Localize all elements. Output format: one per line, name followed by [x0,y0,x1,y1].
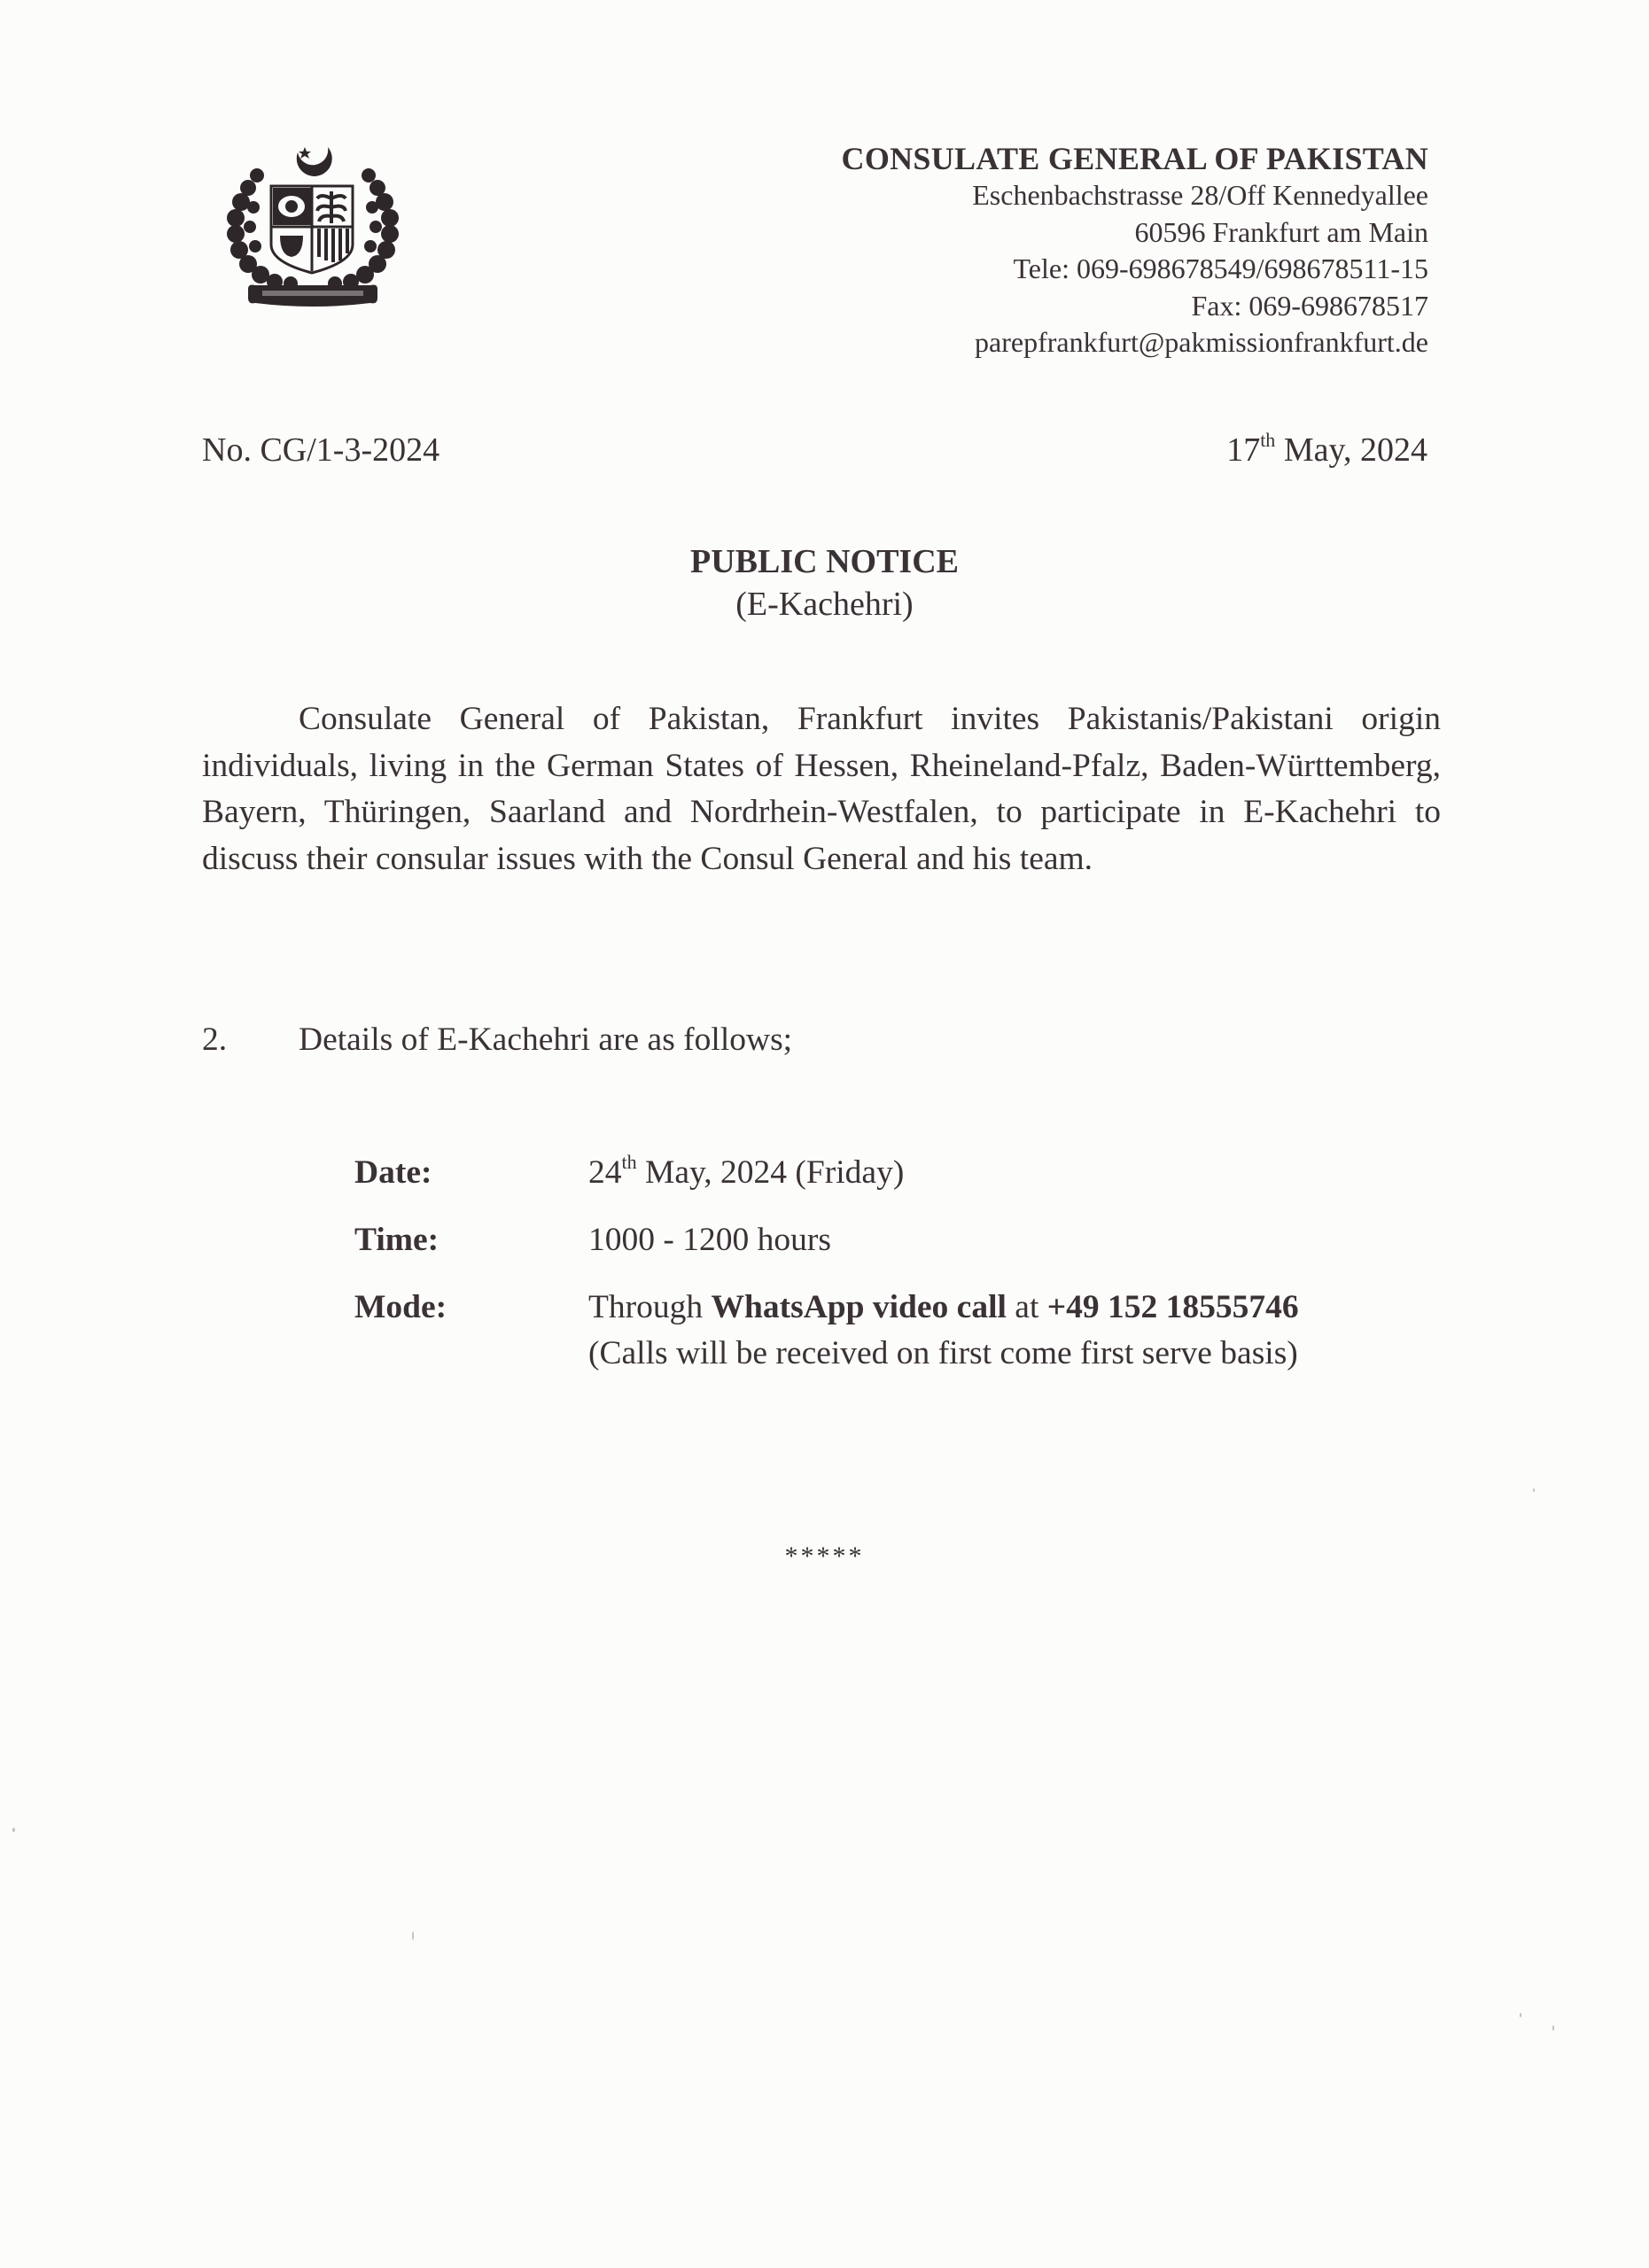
end-mark: ***** [784,1542,865,1571]
detail-date-label: Date: [354,1154,432,1191]
state-emblem-icon [222,140,404,310]
scan-speck [412,1931,414,1940]
event-date-rest: May, 2024 (Friday) [636,1154,905,1191]
issue-date-suffix: th [1260,429,1276,451]
details-intro [202,1019,792,1061]
detail-time [354,1217,1299,1263]
mode-connector: at [1006,1289,1047,1325]
scan-speck [1520,2013,1521,2017]
issue-date [1226,429,1427,471]
detail-mode [354,1285,1299,1377]
event-day-suffix: th [621,1151,637,1173]
contact-phone: +49 152 18555746 [1046,1289,1299,1325]
mode-line [588,1289,1299,1325]
address-city: 60596 Frankfurt am Main [1134,215,1428,248]
event-details [354,1150,1299,1377]
event-day: 24 [588,1154,622,1191]
mode-prefix: Through [588,1289,712,1325]
telephone: Tele: 069-698678549/698678511-15 [1013,252,1428,284]
notice-subtitle: (E-Kachehri) [735,586,914,623]
issue-date-day: 17 [1226,431,1261,469]
address-street: Eschenbachstrasse 28/Off Kennedyallee [972,179,1428,211]
issue-date-rest: May, 2024 [1275,431,1427,469]
detail-time-value: 1000 - 1200 hours [588,1222,831,1258]
detail-date [354,1150,1299,1196]
mode-channel: WhatsApp video call [711,1289,1007,1325]
detail-date-value [588,1150,904,1196]
scan-speck [12,1828,15,1832]
mode-note: (Calls will be received on first come first serve basis) [588,1335,1298,1371]
letterhead [842,140,1428,361]
scan-speck [1552,2025,1554,2031]
scan-speck [1533,1488,1535,1492]
mission-name: CONSULATE GENERAL OF PAKISTAN [841,141,1428,176]
detail-mode-label: Mode: [354,1289,447,1325]
notice-title: PUBLIC NOTICE [690,543,959,580]
invitation-paragraph: Consulate General of Pakistan, Frankfurt invites Pakistanis/Pakistani origin individuals, living in the German States of Hessen, Rheineland-Pfalz, Baden-Württemberg, Bayern, Thüringen, Saarland and Nordrhein-Westfalen, to participate in E-Kachehri to discuss their consular issues with the Consul General and his team. [202,701,1441,877]
details-intro-text: Details of E-Kachehri are as follows; [299,1021,793,1058]
notice-heading [0,540,1649,625]
fax: Fax: 069-698678517 [1191,289,1428,322]
reference-number: No. CG/1-3-2024 [202,431,440,469]
detail-mode-value [588,1285,1299,1377]
detail-time-label: Time: [354,1222,439,1258]
paragraph-number: 2. [202,1021,228,1058]
email: parepfrankfurt@pakmissionfrankfurt.de [975,326,1428,358]
